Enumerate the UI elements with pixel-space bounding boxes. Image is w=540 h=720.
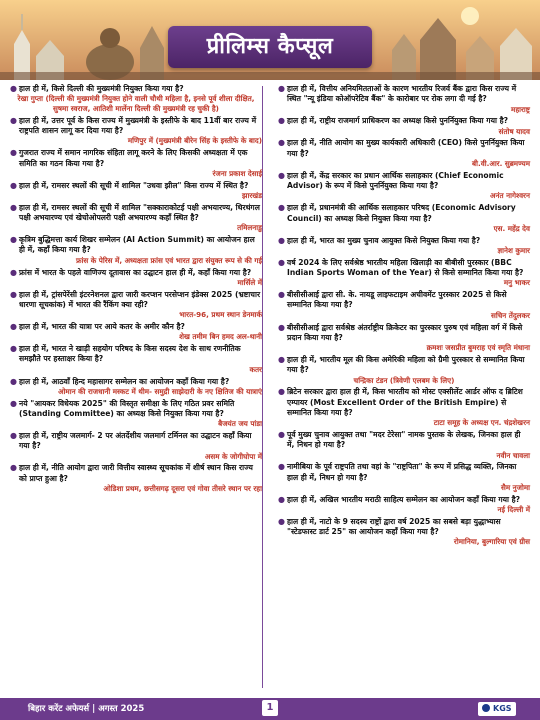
question-label: हाल ही में, भारतीय मूल की किस अमेरिकी महिला को ग्रैमी पुरस्कार से सम्मानित किया गया है? (287, 354, 525, 375)
question-item (10, 463, 262, 493)
question-item (278, 495, 530, 515)
answer-text: संतोष यादव (498, 126, 530, 136)
question-label: हाल ही में, प्रधानमंत्री की आर्थिक सलाहकार परिषद (Economic Advisory Council) का अध्यक्ष किसे नियुक्त किया गया है? (287, 203, 516, 223)
question-label: गुजरात राज्य में समान नागरिक संहिता लागू करने के लिए किसकी अध्यक्षता में एक समिति का गठन किया गया है? (19, 148, 248, 168)
question-item (278, 84, 530, 114)
bullet-icon: ● (278, 138, 285, 148)
question-text (10, 84, 262, 94)
header-banner (0, 0, 540, 80)
question-text (278, 290, 530, 311)
question-label: बीसीसीआई द्वारा सर्वश्रेष्ठ अंतर्राष्ट्रीय क्रिकेटर का पुरस्कार पुरुष एवं महिला वर्ग में किसे प्रदान किया गया है? (287, 322, 523, 342)
question-item (278, 517, 530, 547)
bullet-icon: ● (10, 322, 17, 332)
kgs-logo (478, 702, 516, 716)
answer-text: नवीन चावला (496, 450, 530, 460)
question-label: हाल ही में, राष्ट्रीय जलमार्ग- 2 पर अंतर्देशीय जलमार्ग टर्मिनल का उद्घाटन कहाँ किया गया है? (19, 431, 252, 451)
answer-text: एस. महेंद्र देव (493, 223, 530, 233)
question-item (278, 116, 530, 136)
question-label: नामीबिया के पूर्व राष्ट्रपति तथा वहां के "राष्ट्रपिता" के रूप में प्रसिद्ध व्यक्ति, जिनका हाल ही में, निधन हो गया है? (287, 462, 517, 482)
bullet-icon: ● (278, 387, 285, 397)
footer-publication-label: बिहार करेंट अफेयर्स | अगस्त 2025 (28, 704, 145, 714)
question-item (10, 290, 262, 320)
answer-text: ओमान की राजधानी मस्कट में थीम- समुद्री साझेदारी के नए क्षितिज की यात्राएं (58, 386, 262, 396)
question-label: हाल ही में, अखिल भारतीय मराठी साहित्य सम्मेलन का आयोजन कहाँ किया गया है? (287, 494, 521, 504)
answer-text: रेखा गुप्ता (दिल्ली की मुख्यमंत्री नियुक्त होने वाली चौथी महिला है, इनसे पूर्व शीला दीक्षित, सुषमा स्वराज, आतिशी मार्लेना दिल्ली की मुख्यमंत्री रह चुकी है) (17, 94, 255, 114)
bullet-icon: ● (10, 84, 17, 93)
question-item (10, 268, 262, 288)
bullet-icon: ● (278, 257, 285, 267)
bullet-icon: ● (10, 180, 17, 190)
question-item (10, 399, 262, 429)
left-column (10, 84, 262, 496)
bullet-icon: ● (278, 170, 285, 180)
question-text (10, 268, 262, 278)
question-label: ब्रिटेन सरकार द्वारा हाल ही में, किस भारतीय को मोस्ट एक्सीलेंट आर्डर ऑफ द ब्रिटिश एम्पायर (Most Excellent Order of the British Empire) से सम्मानित किया गया है? (287, 387, 523, 417)
question-text (278, 236, 530, 246)
answer-text: महाराष्ट्र (511, 104, 530, 114)
bullet-icon: ● (278, 235, 285, 245)
question-item (10, 84, 262, 114)
bullet-icon: ● (278, 290, 285, 300)
answer-text: मणिपुर में (मुख्यमंत्री बीरेन सिंह के इस्तीफे के बाद) (127, 136, 262, 146)
answer-text: ओडिशा प्रथम, छत्तीसगढ़ दूसरा एवं गोवा तीसरे स्थान पर रहा (103, 483, 262, 493)
bullet-icon: ● (10, 267, 17, 277)
question-item (10, 377, 262, 397)
answer-text: चन्द्रिका टंडन (त्रिवेणी एलबम के लिए) (353, 375, 455, 385)
question-label: हाल ही में, नाटो के 9 सदस्य राष्ट्रों द्वारा वर्ष 2025 का सबसे बड़ा युद्धाभ्यास "स्टेडफास्ट डार्ट 25" का आयोजन कहाँ किया गया है? (287, 516, 501, 537)
bullet-icon: ● (10, 376, 17, 386)
question-item (278, 462, 530, 492)
bullet-icon: ● (278, 354, 285, 364)
question-label: नये "आयकर विधेयक 2025" की विस्तृत समीक्षा के लिए गठित प्रवर समिति (Standing Committee) का अध्यक्ष किसे नियुक्त किया गया है? (19, 398, 235, 418)
question-item (278, 258, 530, 288)
bullet-icon: ● (278, 516, 285, 526)
question-item (278, 290, 530, 320)
question-label: कृत्रिम बुद्धिमत्ता कार्य शिखर सम्मेलन (AI Action Summit) का आयोजन हाल ही में, कहाँ किया गया है? (19, 235, 255, 255)
question-label: फ्रांस में भारत के पहले वाणिज्य दूतावास का उद्घाटन हाल ही में, कहाँ किया गया है? (19, 267, 252, 277)
question-text (10, 463, 262, 484)
answer-text: ज्ञानेश कुमार (497, 245, 530, 255)
question-label: हाल ही में, किसे दिल्ली की मुख्यमंत्री नियुक्त किया गया है? (19, 84, 184, 93)
question-item (278, 171, 530, 201)
answer-text: बैजयंत जय पांडा (218, 419, 262, 429)
question-item (278, 203, 530, 233)
question-item (278, 323, 530, 353)
page-number: 1 (262, 700, 278, 716)
question-item (10, 148, 262, 178)
bullet-icon: ● (10, 344, 17, 354)
answer-text: झारखंड (242, 190, 262, 200)
question-text (10, 431, 262, 452)
logo-icon (482, 704, 490, 712)
question-text (10, 116, 262, 137)
question-text (10, 148, 262, 169)
question-item (10, 116, 262, 146)
question-item (278, 387, 530, 428)
answer-text: सचिन तेंदुलकर (490, 310, 530, 320)
answer-text: तमिलनाडु (237, 223, 262, 233)
question-text (10, 322, 262, 332)
question-label: हाल ही में, ट्रांसपेरेंसी इंटरनेशनल द्वारा जारी करप्शन परसेप्शन इंडेक्स 2025 (भ्रष्टाचार धारणा सूचकांक) में भारत की रैंकिंग क्या रही? (19, 289, 261, 309)
question-label: हाल ही में, रामसर स्थलों की सूची में शामिल "सक्काराकोटई पक्षी अभयारण्य, थिरथंगल पक्षी अभयारण्य एवं खेचोओपलरी पक्षी अभयारण्य कहाँ स्थित है? (19, 202, 260, 223)
bullet-icon: ● (10, 398, 17, 408)
question-label: हाल ही में, रामसर स्थलों की सूची में शामिल "उधवा झील" किस राज्य में स्थित है? (19, 180, 249, 190)
answer-text: रंजना प्रकाश देसाई (212, 168, 262, 178)
answer-text: कतर (249, 364, 262, 374)
answer-text: शेख तमीम बिन हमद अल-थानी (179, 332, 262, 342)
footer (0, 698, 540, 720)
bullet-icon: ● (10, 463, 17, 473)
question-text (278, 495, 530, 505)
question-item (10, 322, 262, 342)
question-label: वर्ष 2024 के लिए सर्वश्रेष्ठ भारतीय महिला खिलाड़ी का बीबीसी पुरस्कार (BBC Indian Sports Woman of the Year) से किसे सम्मानित किया गया है? (287, 257, 524, 278)
question-label: हाल ही में, भारत की यात्रा पर आये कतर के अमीर कौन है? (19, 322, 185, 332)
bullet-icon: ● (10, 235, 17, 245)
question-text (278, 323, 530, 344)
answer-text: टाटा समूह के अध्यक्ष एन. चंद्रशेखरन (433, 418, 530, 428)
question-label: हाल ही में, राष्ट्रीय राजमार्ग प्राधिकरण का अध्यक्ष किसे पुनर्नियुक्त किया गया है? (287, 116, 509, 126)
answer-text: असम के जोगीघोपा में (204, 451, 262, 461)
question-text (278, 84, 530, 105)
question-text (278, 258, 530, 279)
answer-text: नई दिल्ली में (497, 505, 530, 515)
question-item (278, 138, 530, 168)
question-label: हाल ही में, केंद्र सरकार का प्रधान आर्थिक सलाहकार (Chief Economic Advisor) के रूप में किसे पुनर्नियुक्त किया गया है? (287, 170, 504, 191)
answer-text: क्रमशः जसप्रीत बुमराह एवं स्मृति मंधाना (426, 343, 530, 353)
question-label: हाल ही में, वित्तीय अनियमितताओं के कारण भारतीय रिजर्व बैंक द्वारा किस राज्य में स्थित "न्यू इंडिया कोऑपरेटिव बैंक" के कारोबार पर रोक लगा दी गई है? (287, 84, 517, 104)
answer-text: रोमानिया, बुल्गारिया एवं ग्रीस (453, 537, 530, 547)
bullet-icon: ● (278, 462, 285, 472)
answer-text: अनंत नागेश्वरन (490, 191, 530, 201)
bullet-icon: ● (10, 289, 17, 299)
question-label: हाल ही में, उत्तर पूर्व के किस राज्य में मुख्यमंत्री के इस्तीफे के बाद 11वीं बार राज्य में राष्ट्रपति शासन लागू कर दिया गया है? (19, 115, 257, 136)
question-text (278, 462, 530, 483)
question-item (10, 235, 262, 265)
right-column (278, 84, 530, 549)
question-label: बीसीसीआई द्वारा सी. के. नायडू लाइफटाइम अचीवमेंट पुरस्कार 2025 से किसे सम्मानित किया गया है? (287, 290, 507, 310)
bullet-icon: ● (278, 84, 285, 93)
answer-text: सैम नुजोमा (500, 482, 530, 492)
question-text (10, 377, 262, 387)
question-text (278, 138, 530, 159)
answer-text: भारत-96, प्रथम स्थान डेनमार्क (179, 310, 262, 320)
question-label: हाल ही में, नीति आयोग द्वारा जारी वित्तीय स्वास्थ्य सूचकांक में शीर्ष स्थान किस राज्य को प्राप्त हुआ है? (19, 463, 253, 483)
answer-text: मनु भाकर (503, 278, 530, 288)
question-text (278, 387, 530, 418)
question-text (278, 430, 530, 451)
bullet-icon: ● (10, 148, 17, 158)
question-text (10, 290, 262, 311)
question-item (278, 430, 530, 460)
answer-text: बी.वी.आर. सुब्रमण्यम (472, 159, 530, 169)
answer-text: मार्सिले में (237, 277, 262, 287)
question-label: हाल ही में, भारत ने खाड़ी सहयोग परिषद के किस सदस्य देश के साथ रणनीतिक समझौते पर हस्ताक्षर किया है? (19, 344, 241, 364)
question-item (10, 344, 262, 374)
question-label: हाल ही में, आठवाँ हिन्द महासागर सम्मेलन का आयोजन कहाँ किया गया है? (19, 376, 230, 386)
question-label: हाल ही में, भारत का मुख्य चुनाव आयुक्त किसे नियुक्त किया गया है? (287, 235, 481, 245)
question-text (278, 355, 530, 376)
question-text (10, 344, 262, 365)
question-item (278, 355, 530, 385)
question-item (10, 431, 262, 461)
question-text (10, 399, 262, 420)
bullet-icon: ● (278, 322, 285, 332)
bullet-icon: ● (278, 116, 285, 126)
capsule-content (10, 84, 530, 694)
question-label: हाल ही में, नीति आयोग का मुख्य कार्यकारी अधिकारी (CEO) किसे पुनर्नियुक्त किया गया है? (287, 138, 525, 158)
question-text (10, 235, 262, 256)
question-text (278, 517, 530, 538)
question-item (278, 236, 530, 256)
question-text (10, 203, 262, 224)
bullet-icon: ● (10, 202, 17, 212)
bullet-icon: ● (10, 431, 17, 440)
question-text (278, 116, 530, 126)
logo-text: KGS (493, 704, 512, 713)
bullet-icon: ● (278, 203, 285, 213)
question-text (278, 203, 530, 224)
question-label: पूर्व मुख्य चुनाव आयुक्त तथा "मदर टेरेसा" नामक पुस्तक के लेखक, जिनका हाल ही में, निधन हो गया है? (287, 430, 521, 450)
question-item (10, 203, 262, 233)
question-text (10, 181, 262, 191)
question-text (278, 171, 530, 192)
question-item (10, 181, 262, 201)
bullet-icon: ● (278, 494, 285, 504)
bullet-icon: ● (278, 430, 285, 439)
bullet-icon: ● (10, 115, 17, 125)
answer-text: फ्रांस के पेरिस में, अध्यक्षता फ्रांस एवं भारत द्वारा संयुक्त रूप से की गई (76, 255, 262, 265)
page-title: प्रीलिम्स कैप्सूल (206, 34, 334, 59)
